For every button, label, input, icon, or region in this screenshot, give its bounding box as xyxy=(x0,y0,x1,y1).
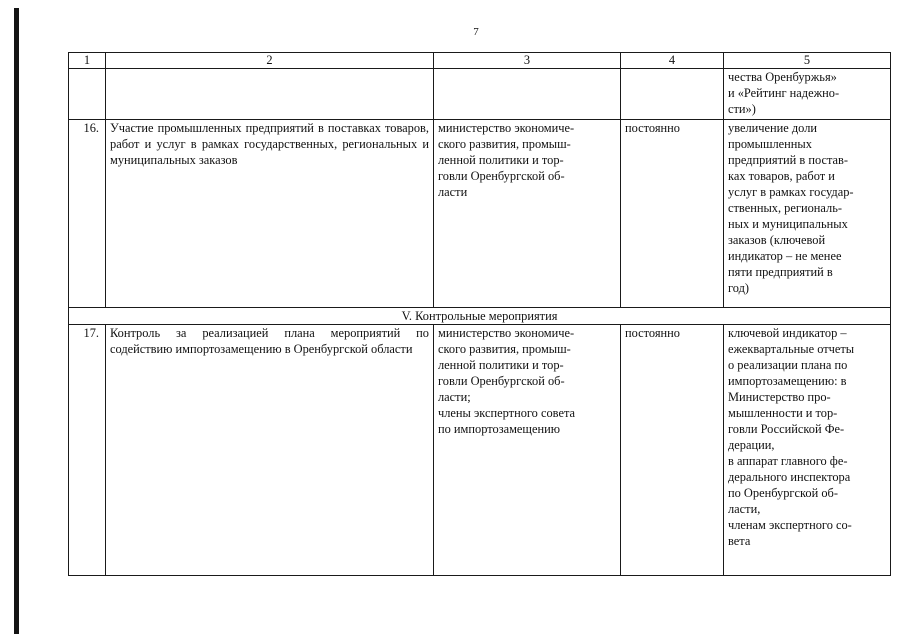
section-row xyxy=(69,308,891,325)
header-col-1: 1 xyxy=(69,53,106,69)
header-col-3: 3 xyxy=(434,53,621,69)
table-header-row xyxy=(69,53,891,69)
row-17-number: 17. xyxy=(69,325,106,576)
row-16-term: постоянно xyxy=(621,120,724,308)
continuation-event xyxy=(106,69,434,120)
row-17-executor: министерство экономиче- ского развития, промыш- ленной политики и тор- говли Оренбургской об- ласти; члены экспертного совета по импортозамещению xyxy=(434,325,621,576)
page-number: 7 xyxy=(473,26,479,38)
header-col-4: 4 xyxy=(621,53,724,69)
section-title: V. Контрольные мероприятия xyxy=(69,308,891,325)
continuation-row xyxy=(69,69,891,120)
row-16-event: Участие промышленных предприятий в поставках товаров, работ и услуг в рамках государственных, региональных и муниципальных заказов xyxy=(106,120,434,308)
continuation-term xyxy=(621,69,724,120)
header-col-2: 2 xyxy=(106,53,434,69)
table-row-16 xyxy=(69,120,891,308)
continuation-num xyxy=(69,69,106,120)
continuation-result: чества Оренбуржья» и «Рейтинг надежно- сти») xyxy=(724,69,891,120)
row-16-result: увеличение доли промышленных предприятий в постав- ках товаров, работ и услуг в рамках государ- ственных, региональ- ных и муниципальных заказов (ключевой индикатор – не менее пяти предприятий в год) xyxy=(724,120,891,308)
row-17-event: Контроль за реализацией плана мероприятий по содействию импортозамещению в Оренбургской области xyxy=(106,325,434,576)
row-17-term: постоянно xyxy=(621,325,724,576)
row-16-number: 16. xyxy=(69,120,106,308)
row-17-result: ключевой индикатор – ежеквартальные отчеты о реализации плана по импортозамещению: в Министерство про- мышленности и тор- говли Российской Фе- дерации, в аппарат главного фе- дерального инспектора по Оренбургской об- ласти, членам экспертного со- вета xyxy=(724,325,891,576)
binding-edge xyxy=(14,8,19,634)
measures-table xyxy=(68,52,891,576)
table-row-17 xyxy=(69,325,891,576)
row-16-executor: министерство экономиче- ского развития, промыш- ленной политики и тор- говли Оренбургской об- ласти xyxy=(434,120,621,308)
header-col-5: 5 xyxy=(724,53,891,69)
continuation-executor xyxy=(434,69,621,120)
